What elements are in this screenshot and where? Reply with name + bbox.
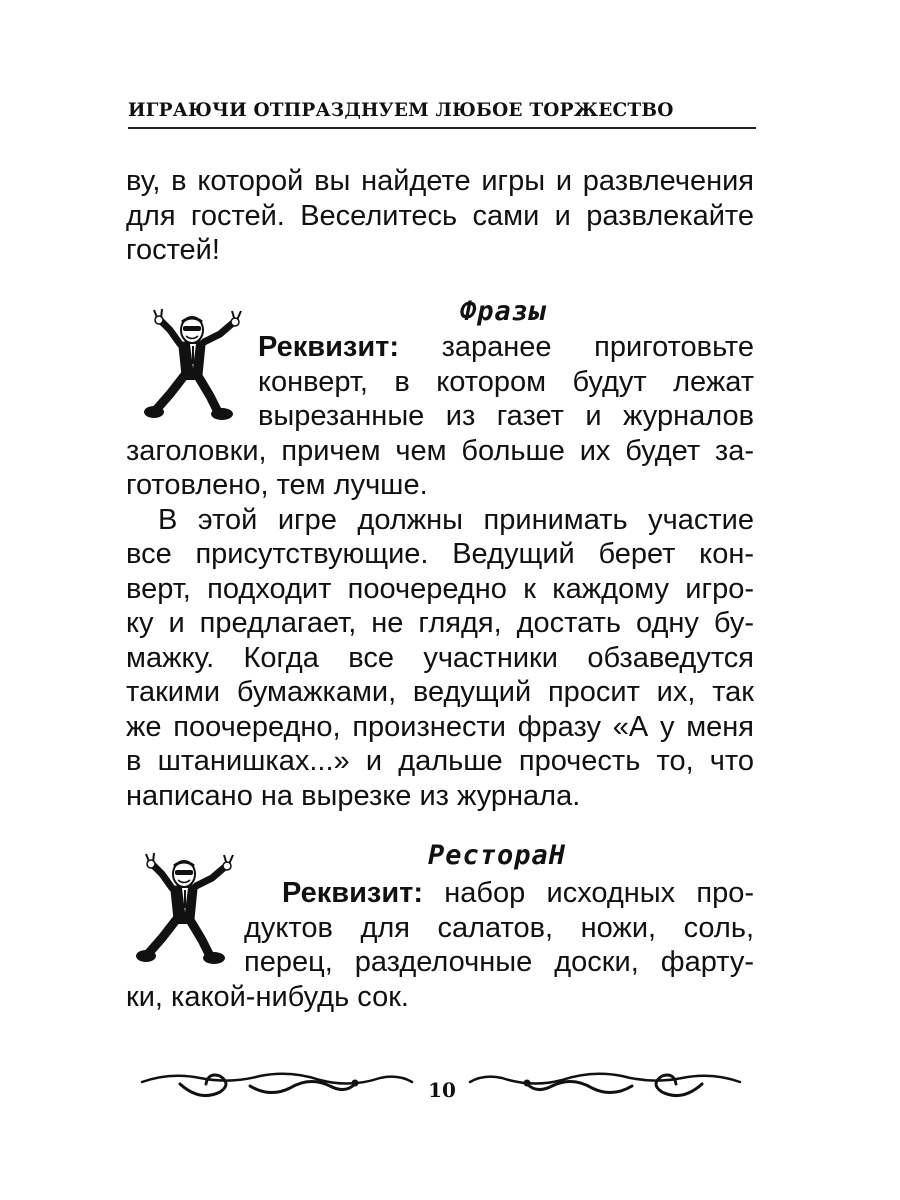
game-title-frazy: Фразы <box>460 296 547 327</box>
game1-props-line: заголовки, причем чем больше их будет за- <box>126 434 754 467</box>
game1-props-line: вырезанные из газет и журналов <box>258 400 754 432</box>
game2-props-line: перец, разделочные доски, фарту- <box>244 946 754 978</box>
flourish-ornament-icon <box>468 1062 742 1108</box>
intro-line: гостей! <box>126 234 220 266</box>
game1-props-line: конверт, в котором будут лежат <box>258 365 754 398</box>
game1-body-line: же поочередно, произнести фразу «А у меня <box>126 710 754 743</box>
game1-body-line: ку и предлагает, не глядя, достать одну бу- <box>126 607 754 639</box>
game1-props-cont <box>126 434 754 503</box>
game1-body-line: мажку. Когда все участники обзаведутся <box>126 641 754 674</box>
props-label: Реквизит: <box>258 331 400 363</box>
intro-paragraph <box>126 164 754 268</box>
game1-body-line: такими бумажками, ведущий просит их, так <box>126 676 754 708</box>
game2-props-cont <box>126 980 754 1015</box>
game2-props-line: дуктов для салатов, ножи, соль, <box>244 911 754 944</box>
game2-props-block <box>244 876 754 980</box>
intro-line: ву, в которой вы найдете игры и развлечения <box>126 165 754 197</box>
game1-props-block <box>258 330 754 434</box>
game1-body-line: в штанишках...» и дальше прочесть то, что <box>126 745 754 777</box>
game2-props-line: Реквизит: набор исходных про- <box>282 877 754 909</box>
flourish-ornament-icon <box>140 1062 414 1108</box>
game1-body <box>126 503 754 814</box>
game2-props-line: ки, какой-нибудь сок. <box>126 980 409 1013</box>
running-header: ИГРАЮЧИ ОТПРАЗДНУЕМ ЛЮБОЕ ТОРЖЕСТВО <box>128 100 756 129</box>
dancing-man-icon <box>132 852 244 970</box>
game1-body-line: верт, подходит поочередно к каждому игро- <box>126 572 754 605</box>
game1-body-line: В этой игре должны принимать участие <box>158 503 754 536</box>
game1-props-line: Реквизит: заранее приготовьте <box>258 331 754 363</box>
game1-body-line: написано на вырезке из журнала. <box>126 779 581 812</box>
intro-line: для гостей. Веселитесь сами и развлекайте <box>126 199 754 232</box>
game-title-restoran: РестораН <box>428 840 567 871</box>
dancing-man-icon <box>140 308 252 426</box>
page-number: 10 <box>428 1078 456 1102</box>
game1-props-line: готовлено, тем лучше. <box>126 469 428 501</box>
game1-body-line: все присутствующие. Ведущий берет кон- <box>126 538 754 570</box>
props-label: Реквизит: <box>282 877 424 909</box>
